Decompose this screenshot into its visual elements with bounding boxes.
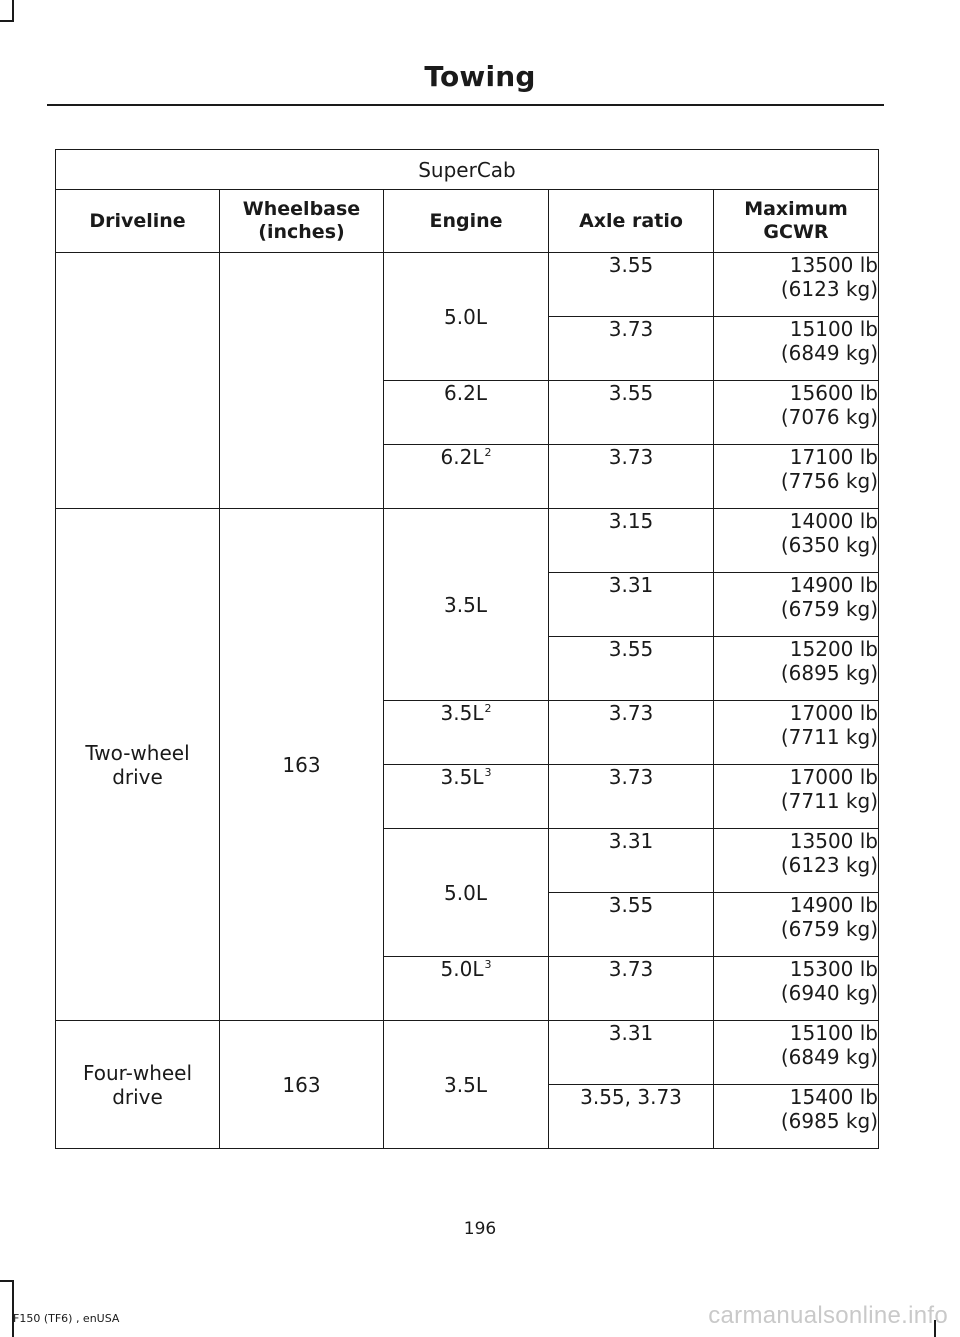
engine-cell [384,253,549,381]
axle-cell: 3.73 [549,317,714,381]
supercab-towing-table [55,149,879,1149]
axle-cell: 3.31 [549,829,714,893]
gcwr-cell [714,1085,879,1149]
table-header-row [56,190,879,253]
gcwr-cell [714,509,879,573]
gcwr-cell [714,573,879,637]
gcwr-kg: (6350 kg) [780,533,878,557]
engine-cell [384,765,549,829]
gcwr-kg: (7756 kg) [780,469,878,493]
wheelbase-cell: 163 [220,509,384,1021]
table-row [56,509,879,573]
driveline-line2: drive [112,1084,163,1109]
gcwr-lb: 15300 lb [789,957,878,981]
engine-value: 5.0L [444,304,487,329]
engine-footnote: 2 [484,702,492,715]
gcwr-lb: 14000 lb [789,509,878,533]
table-caption: SuperCab [56,150,879,190]
gcwr-lb: 15100 lb [789,1021,878,1045]
header-axle-ratio: Axle ratio [549,190,714,253]
axle-cell: 3.15 [549,509,714,573]
engine-cell [384,509,549,701]
gcwr-lb: 14900 lb [789,573,878,597]
driveline-line1: Four-wheel [82,1060,193,1085]
page-number: 196 [463,1219,497,1239]
gcwr-kg: (6849 kg) [780,1045,878,1069]
gcwr-cell [714,701,879,765]
gcwr-cell [714,445,879,509]
gcwr-kg: (7711 kg) [780,789,878,813]
gcwr-cell [714,253,879,317]
axle-cell: 3.73 [549,701,714,765]
axle-cell: 3.31 [549,573,714,637]
header-engine: Engine [384,190,549,253]
engine-cell [384,381,549,445]
watermark: carmanualsonline.info [708,1302,948,1329]
gcwr-kg: (7076 kg) [780,405,878,429]
gcwr-kg: (6759 kg) [780,917,878,941]
axle-cell: 3.55 [549,637,714,701]
header-wheelbase [220,190,384,253]
gcwr-kg: (6849 kg) [780,341,878,365]
title-rule [47,104,884,106]
engine-footnote: 3 [484,958,492,971]
crop-mark-top-left-h [0,20,14,22]
gcwr-lb: 17100 lb [789,445,878,469]
axle-cell: 3.31 [549,1021,714,1085]
gcwr-lb: 15200 lb [789,637,878,661]
engine-value: 5.0L [444,880,487,905]
axle-cell: 3.55 [549,893,714,957]
header-gcwr-line2: GCWR [763,221,829,243]
gcwr-lb: 14900 lb [789,893,878,917]
header-wheelbase-line2: (inches) [258,221,345,243]
header-driveline: Driveline [56,190,220,253]
gcwr-cell [714,957,879,1021]
gcwr-lb: 15100 lb [789,317,878,341]
table-row [56,1021,879,1085]
wheelbase-cell: 163 [220,1021,384,1149]
gcwr-kg: (6940 kg) [780,981,878,1005]
page-title: Towing [424,60,536,93]
engine-footnote: 2 [484,446,492,459]
engine-value: 3.5L [440,701,484,725]
gcwr-lb: 13500 lb [789,253,878,277]
wheelbase-cell-blank [220,253,384,509]
engine-value: 3.5L [444,592,487,617]
engine-cell [384,445,549,509]
gcwr-cell [714,1021,879,1085]
gcwr-cell [714,381,879,445]
engine-value: 6.2L [444,381,487,405]
gcwr-lb: 17000 lb [789,701,878,725]
engine-value: 6.2L [440,445,484,469]
engine-value: 5.0L [440,957,484,981]
gcwr-lb: 15400 lb [789,1085,878,1109]
axle-cell: 3.73 [549,445,714,509]
axle-cell: 3.73 [549,957,714,1021]
gcwr-cell [714,317,879,381]
gcwr-cell [714,637,879,701]
gcwr-lb: 17000 lb [789,765,878,789]
gcwr-cell [714,829,879,893]
header-wheelbase-line1: Wheelbase [242,198,361,220]
gcwr-cell [714,893,879,957]
engine-cell [384,1021,549,1149]
table-row [56,253,879,317]
gcwr-kg: (7711 kg) [780,725,878,749]
gcwr-kg: (6123 kg) [780,277,878,301]
engine-value: 3.5L [444,1072,487,1097]
gcwr-kg: (6985 kg) [780,1109,878,1133]
engine-value: 3.5L [440,765,484,789]
header-max-gcwr [714,190,879,253]
crop-mark-bottom-left-v [12,1280,14,1337]
crop-mark-bottom-left-h [0,1280,14,1282]
gcwr-kg: (6123 kg) [780,853,878,877]
gcwr-lb: 15600 lb [789,381,878,405]
driveline-cell [56,1021,220,1149]
engine-footnote: 3 [484,766,492,779]
driveline-line1: Two-wheel [85,740,190,765]
header-gcwr-line1: Maximum [744,198,848,220]
axle-cell: 3.55 [549,253,714,317]
gcwr-kg: (6895 kg) [780,661,878,685]
driveline-line2: drive [112,764,163,789]
gcwr-lb: 13500 lb [789,829,878,853]
engine-cell [384,957,549,1021]
axle-cell: 3.55 [549,381,714,445]
footer-document-code: F150 (TF6) , enUSA [13,1312,120,1325]
axle-cell: 3.55, 3.73 [549,1085,714,1149]
engine-cell [384,829,549,957]
crop-mark-top-left-v [12,0,14,22]
gcwr-kg: (6759 kg) [780,597,878,621]
engine-cell [384,701,549,765]
driveline-cell [56,509,220,1021]
gcwr-cell [714,765,879,829]
driveline-cell-blank [56,253,220,509]
axle-cell: 3.73 [549,765,714,829]
